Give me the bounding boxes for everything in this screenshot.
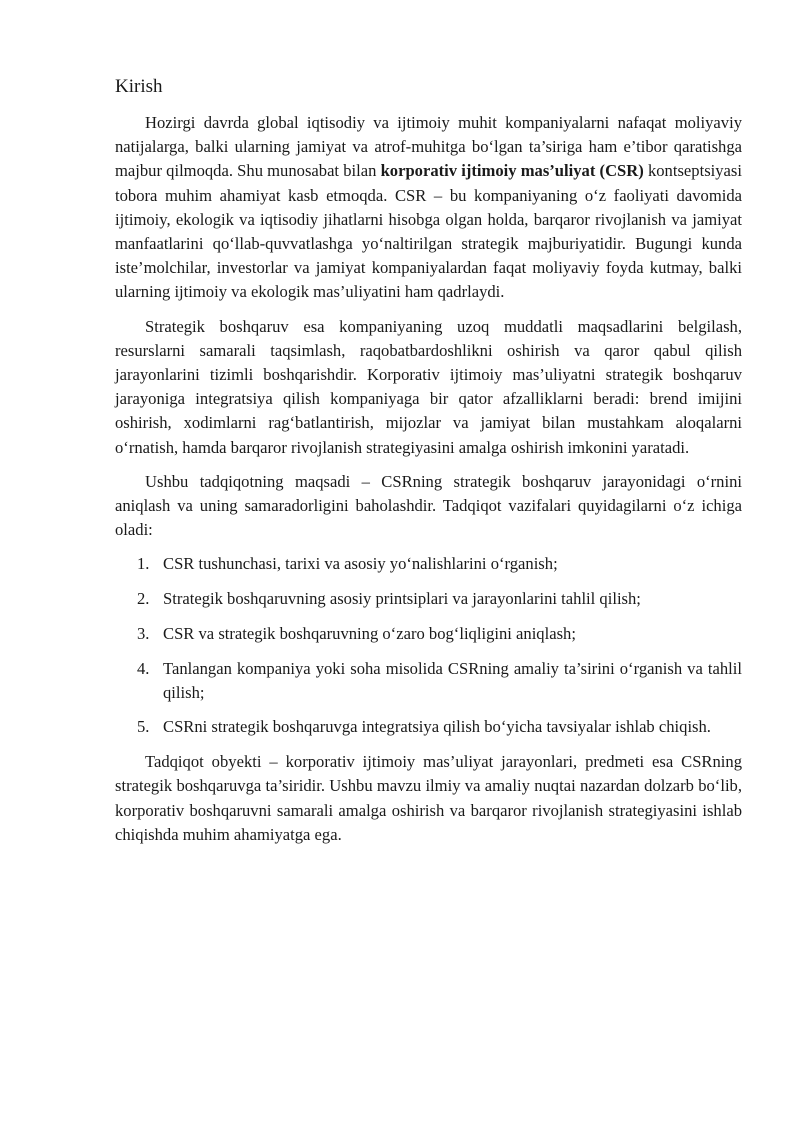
research-tasks-list — [115, 552, 742, 739]
list-item-number: 5. — [137, 717, 150, 737]
list-item-text: Tanlangan kompaniya yoki soha misolida CSRning amaliy ta’sirini o‘rganish va tahlil qilish; — [163, 658, 742, 702]
list-item-text: CSRni strategik boshqaruvga integratsiya qilish bo‘yicha tavsiyalar ishlab chiqish. — [163, 717, 711, 737]
research-object-paragraph: Tadqiqot obyekti – korporativ ijtimoiy mas’uliyat jarayonlari, predmeti esa CSRning strategik boshqaruvga ta’siridir. Ushbu mavzu ilmiy va amaliy nuqtai nazardan dolzarb bo‘lib, korporativ boshqaruvni samarali amalga oshirish va barqaror rivojlanish strategiyasini ishlab chiqishda muhim ahamiyatga ega. — [115, 752, 742, 844]
document-body — [115, 74, 742, 857]
list-item-number: 3. — [137, 623, 150, 643]
list-item-number: 1. — [137, 554, 150, 574]
list-item-text: Strategik boshqaruvning asosiy printsiplari va jarayonlarini tahlil qilish; — [163, 589, 641, 609]
intro-paragraph — [115, 111, 742, 305]
section-heading: Kirish — [115, 76, 163, 97]
list-item — [115, 622, 742, 646]
intro-text-end: kontseptsiyasi tobora muhim ahamiyat kasb etmoqda. CSR – bu kompaniyaning o‘z faoliyati davomida ijtimoiy, ekologik va iqtisodiy jihatlarni hisobga olgan holda, barqaror rivojlanish va jamiyat manfaatlarini qo‘llab-quvvatlashga yo‘naltirilgan strategik majburiyatidir. Bugungi kunda iste’molchilar, investorlar va jamiyat kompaniyalardan faqat moliyaviy foyda kutmay, balki ularning ijtimoiy va ekologik mas’uliyatini ham qadrlaydi. — [115, 161, 742, 302]
list-item — [115, 715, 742, 739]
intro-text-start: Hozirgi davrda global iqtisodiy va ijtimoiy muhit kompaniyalarni nafaqat moliyaviy natijalarga, balki ularning jamiyat va atrof-muhitga bo‘lgan ta’siriga ham e’tibor qaratishga majbur qilmoqda. Shu munosabat bilan — [115, 113, 742, 181]
list-item — [115, 552, 742, 576]
list-item-number: 4. — [137, 658, 150, 678]
research-aim-paragraph: Ushbu tadqiqotning maqsadi – CSRning strategik boshqaruv jarayonidagi o‘rnini aniqlash va uning samaradorligini baholashdir. Tadqiqot vazifalari quyidagilarni o‘z ichiga oladi: — [115, 471, 742, 540]
strategic-management-paragraph: Strategik boshqaruv esa kompaniyaning uzoq muddatli maqsadlarini belgilash, resurslarni samarali taqsimlash, raqobatbardoshlikni oshirish va qaror qabul qilish jarayonlarini tizimli boshqarishdir. Korporativ ijtimoiy mas’uliyatni strategik boshqaruv jarayoniga integratsiya qilish kompaniyaga bir qator afzalliklarni beradi: brend imijini oshirish, xodimlarni rag‘batlantirish, mijozlar va jamiyat bilan mustahkam aloqalarni o‘rnatish, hamda barqaror rivojlanish strategiyasini amalga oshirish imkonini yaratadi. — [115, 316, 742, 457]
list-item-number: 2. — [137, 589, 150, 609]
list-item — [115, 657, 742, 705]
list-item — [115, 587, 742, 611]
list-item-text: CSR va strategik boshqaruvning o‘zaro bog‘liqligini aniqlash; — [163, 623, 576, 643]
list-item-text: CSR tushunchasi, tarixi va asosiy yo‘nalishlarini o‘rganish; — [163, 554, 558, 574]
csr-term-bold: korporativ ijtimoiy mas’uliyat (CSR) — [380, 161, 644, 181]
